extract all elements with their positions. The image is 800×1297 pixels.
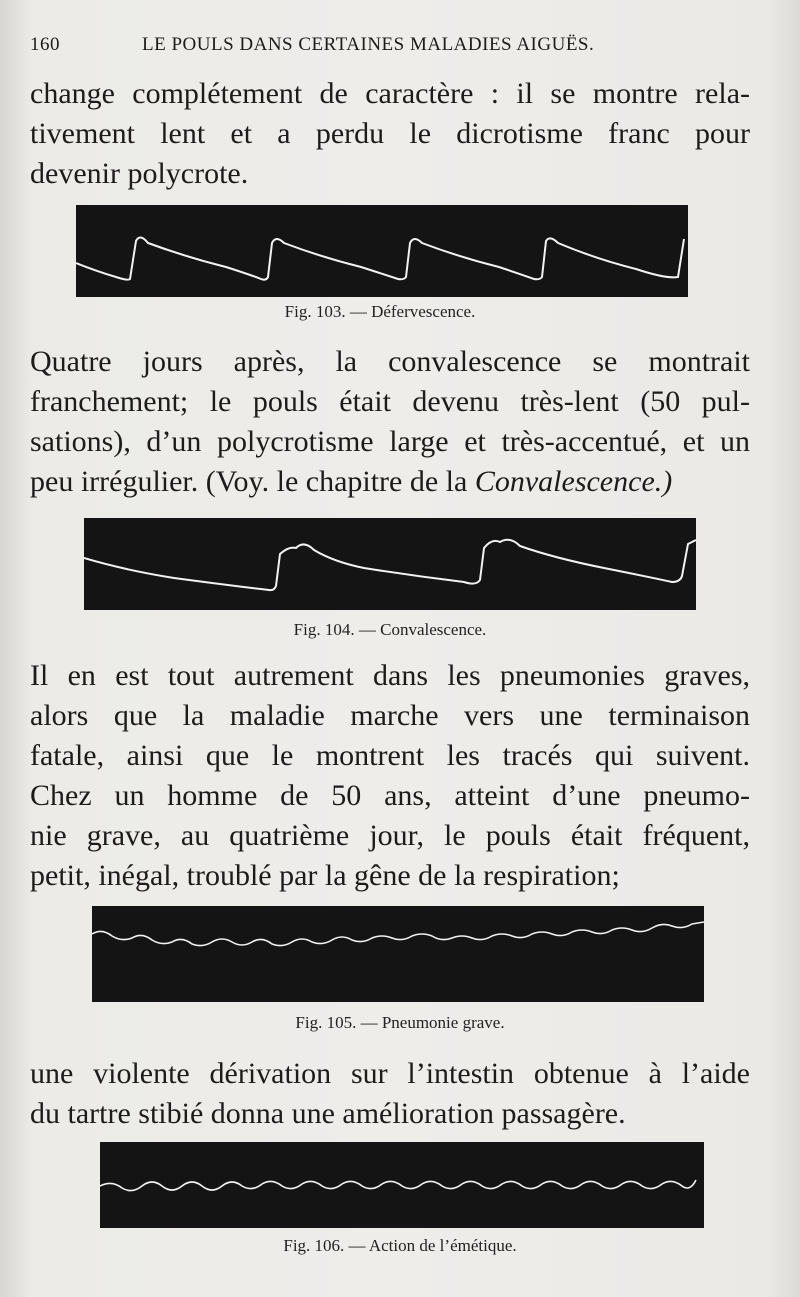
running-title: LE POULS DANS CERTAINES MALADIES AIGUËS. <box>142 34 595 55</box>
text-line: nie grave, au quatrième jour, le pouls était fréquent, <box>30 819 750 852</box>
text-line: franchement; le pouls était devenu très-lent (50 pul- <box>30 385 750 418</box>
text-line: Chez un homme de 50 ans, atteint d’une pneumo- <box>30 779 750 812</box>
pulse-trace-deferverscence <box>76 205 688 297</box>
text-line: petit, inégal, troublé par la gêne de la respiration; <box>30 859 620 892</box>
text-line: alors que la maladie marche vers une terminaison <box>30 699 750 732</box>
text-line: change complétement de caractère : il se montre rela- <box>30 77 750 110</box>
text-line: du tartre stibié donna une amélioration passagère. <box>30 1097 626 1130</box>
text-line: Il en est tout autrement dans les pneumonies graves, <box>30 659 750 692</box>
paragraph-2 <box>30 342 750 502</box>
text-line: fatale, ainsi que le montrent les tracés qui suivent. <box>30 739 750 772</box>
text-line: tivement lent et a perdu le dicrotisme franc pour <box>30 117 750 150</box>
pulse-trace-convalescence <box>84 518 696 610</box>
figure-105-caption: Fig. 105. — Pneumonie grave. <box>295 1013 505 1032</box>
figure-104-trace <box>84 518 696 610</box>
figure-105-trace <box>92 906 704 1002</box>
text-line: une violente dérivation sur l’intestin obtenue à l’aide <box>30 1057 750 1090</box>
figure-103-caption: Fig. 103. — Défervescence. <box>284 302 476 321</box>
paragraph-4 <box>30 1054 750 1134</box>
pulse-trace-pneumonia <box>92 906 704 1002</box>
figure-104-caption: Fig. 104. — Convalescence. <box>293 620 487 639</box>
text-line: devenir polycrote. <box>30 157 249 190</box>
paragraph-1 <box>30 74 750 194</box>
pulse-trace-emetique <box>100 1142 704 1228</box>
italic-reference: Convalescence.) <box>474 465 673 498</box>
figure-106-caption: Fig. 106. — Action de l’émétique. <box>283 1236 517 1255</box>
figure-106-trace <box>100 1142 704 1228</box>
text-fragment: peu irrégulier. (Voy. le chapitre de la <box>30 465 468 498</box>
text-line: Quatre jours après, la convalescence se montrait <box>30 345 750 378</box>
figure-103-trace <box>76 205 688 297</box>
text-line <box>30 462 750 502</box>
page-number: 160 <box>30 34 60 55</box>
paragraph-3 <box>30 656 750 896</box>
text-line: sations), d’un polycrotisme large et très-accentué, et un <box>30 425 750 458</box>
